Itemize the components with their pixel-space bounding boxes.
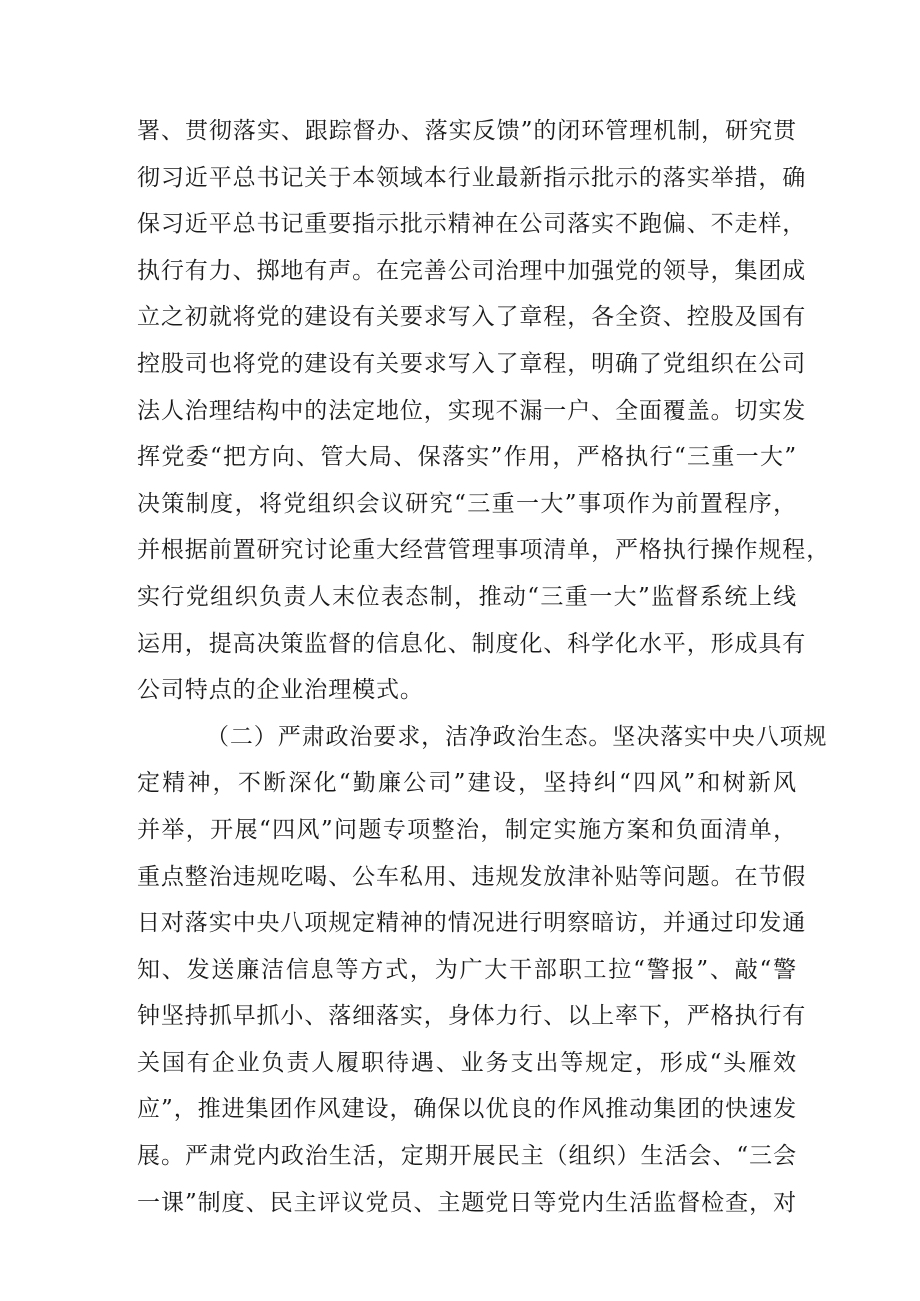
text-line: 运用，提高决策监督的信息化、制度化、科学化水平，形成具有 <box>137 630 807 657</box>
text-line: 并根据前置研究讨论重大经营管理事项清单，严格执行操作规程， <box>137 537 831 564</box>
text-line: 保习近平总书记重要指示批示精神在公司落实不跑偏、不走样， <box>137 211 807 238</box>
text-line: 应”，推进集团作风建设，确保以优良的作风推动集团的快速发 <box>137 1096 797 1123</box>
text-line: 立之初就将党的建设有关要求写入了章程，各全资、控股及国有 <box>137 304 807 331</box>
text-line: 挥党委“把方向、管大局、保落实”作用，严格执行“三重一大” <box>137 444 797 471</box>
text-line: 定精神，不断深化“勤廉公司”建设，坚持纠“四风”和树新风 <box>137 770 797 797</box>
text-line: 公司特点的企业治理模式。 <box>137 677 424 704</box>
text-line: 署、贯彻落实、跟踪督办、落实反馈”的闭环管理机制，研究贯 <box>137 118 797 144</box>
text-line: 重点整治违规吃喝、公车私用、违规发放津补贴等问题。在节假 <box>137 863 807 890</box>
text-line: 知、发送廉洁信息等方式，为广大干部职工拉“警报”、敲“警 <box>137 956 797 983</box>
text-line: 控股司也将党的建设有关要求写入了章程，明确了党组织在公司 <box>137 350 807 377</box>
text-line: 一课”制度、民主评议党员、主题党日等党内生活监督检查，对 <box>137 1189 797 1216</box>
text-line: 日对落实中央八项规定精神的情况进行明察暗访，并通过印发通 <box>137 910 807 937</box>
text-line: 关国有企业负责人履职待遇、业务支出等规定，形成“头雁效 <box>137 1049 797 1076</box>
paragraph-political-ecology <box>137 714 828 1227</box>
paragraph-governance <box>137 108 831 714</box>
text-line: 展。严肃党内政治生活，定期开展民主（组织）生活会、“三会 <box>137 1143 797 1170</box>
document-body <box>137 108 831 1226</box>
text-line: 钟坚持抓早抓小、落细落实，身体力行、以上率下，严格执行有 <box>137 1003 807 1030</box>
text-line: 决策制度，将党组织会议研究“三重一大”事项作为前置程序， <box>137 490 797 517</box>
text-line: 执行有力、掷地有声。在完善公司治理中加强党的领导，集团成 <box>137 257 807 284</box>
text-line: 并举，开展“四风”问题专项整治，制定实施方案和负面清单， <box>137 816 797 843</box>
text-line: 彻习近平总书记关于本领域本行业最新指示批示的落实举措，确 <box>137 164 807 191</box>
text-line: 实行党组织负责人末位表态制，推动“三重一大”监督系统上线 <box>137 583 797 610</box>
section-heading-line: （二）严肃政治要求，洁净政治生态。坚决落实中央八项规 <box>206 723 828 750</box>
text-line: 法人治理结构中的法定地位，实现不漏一户、全面覆盖。切实发 <box>137 397 807 424</box>
